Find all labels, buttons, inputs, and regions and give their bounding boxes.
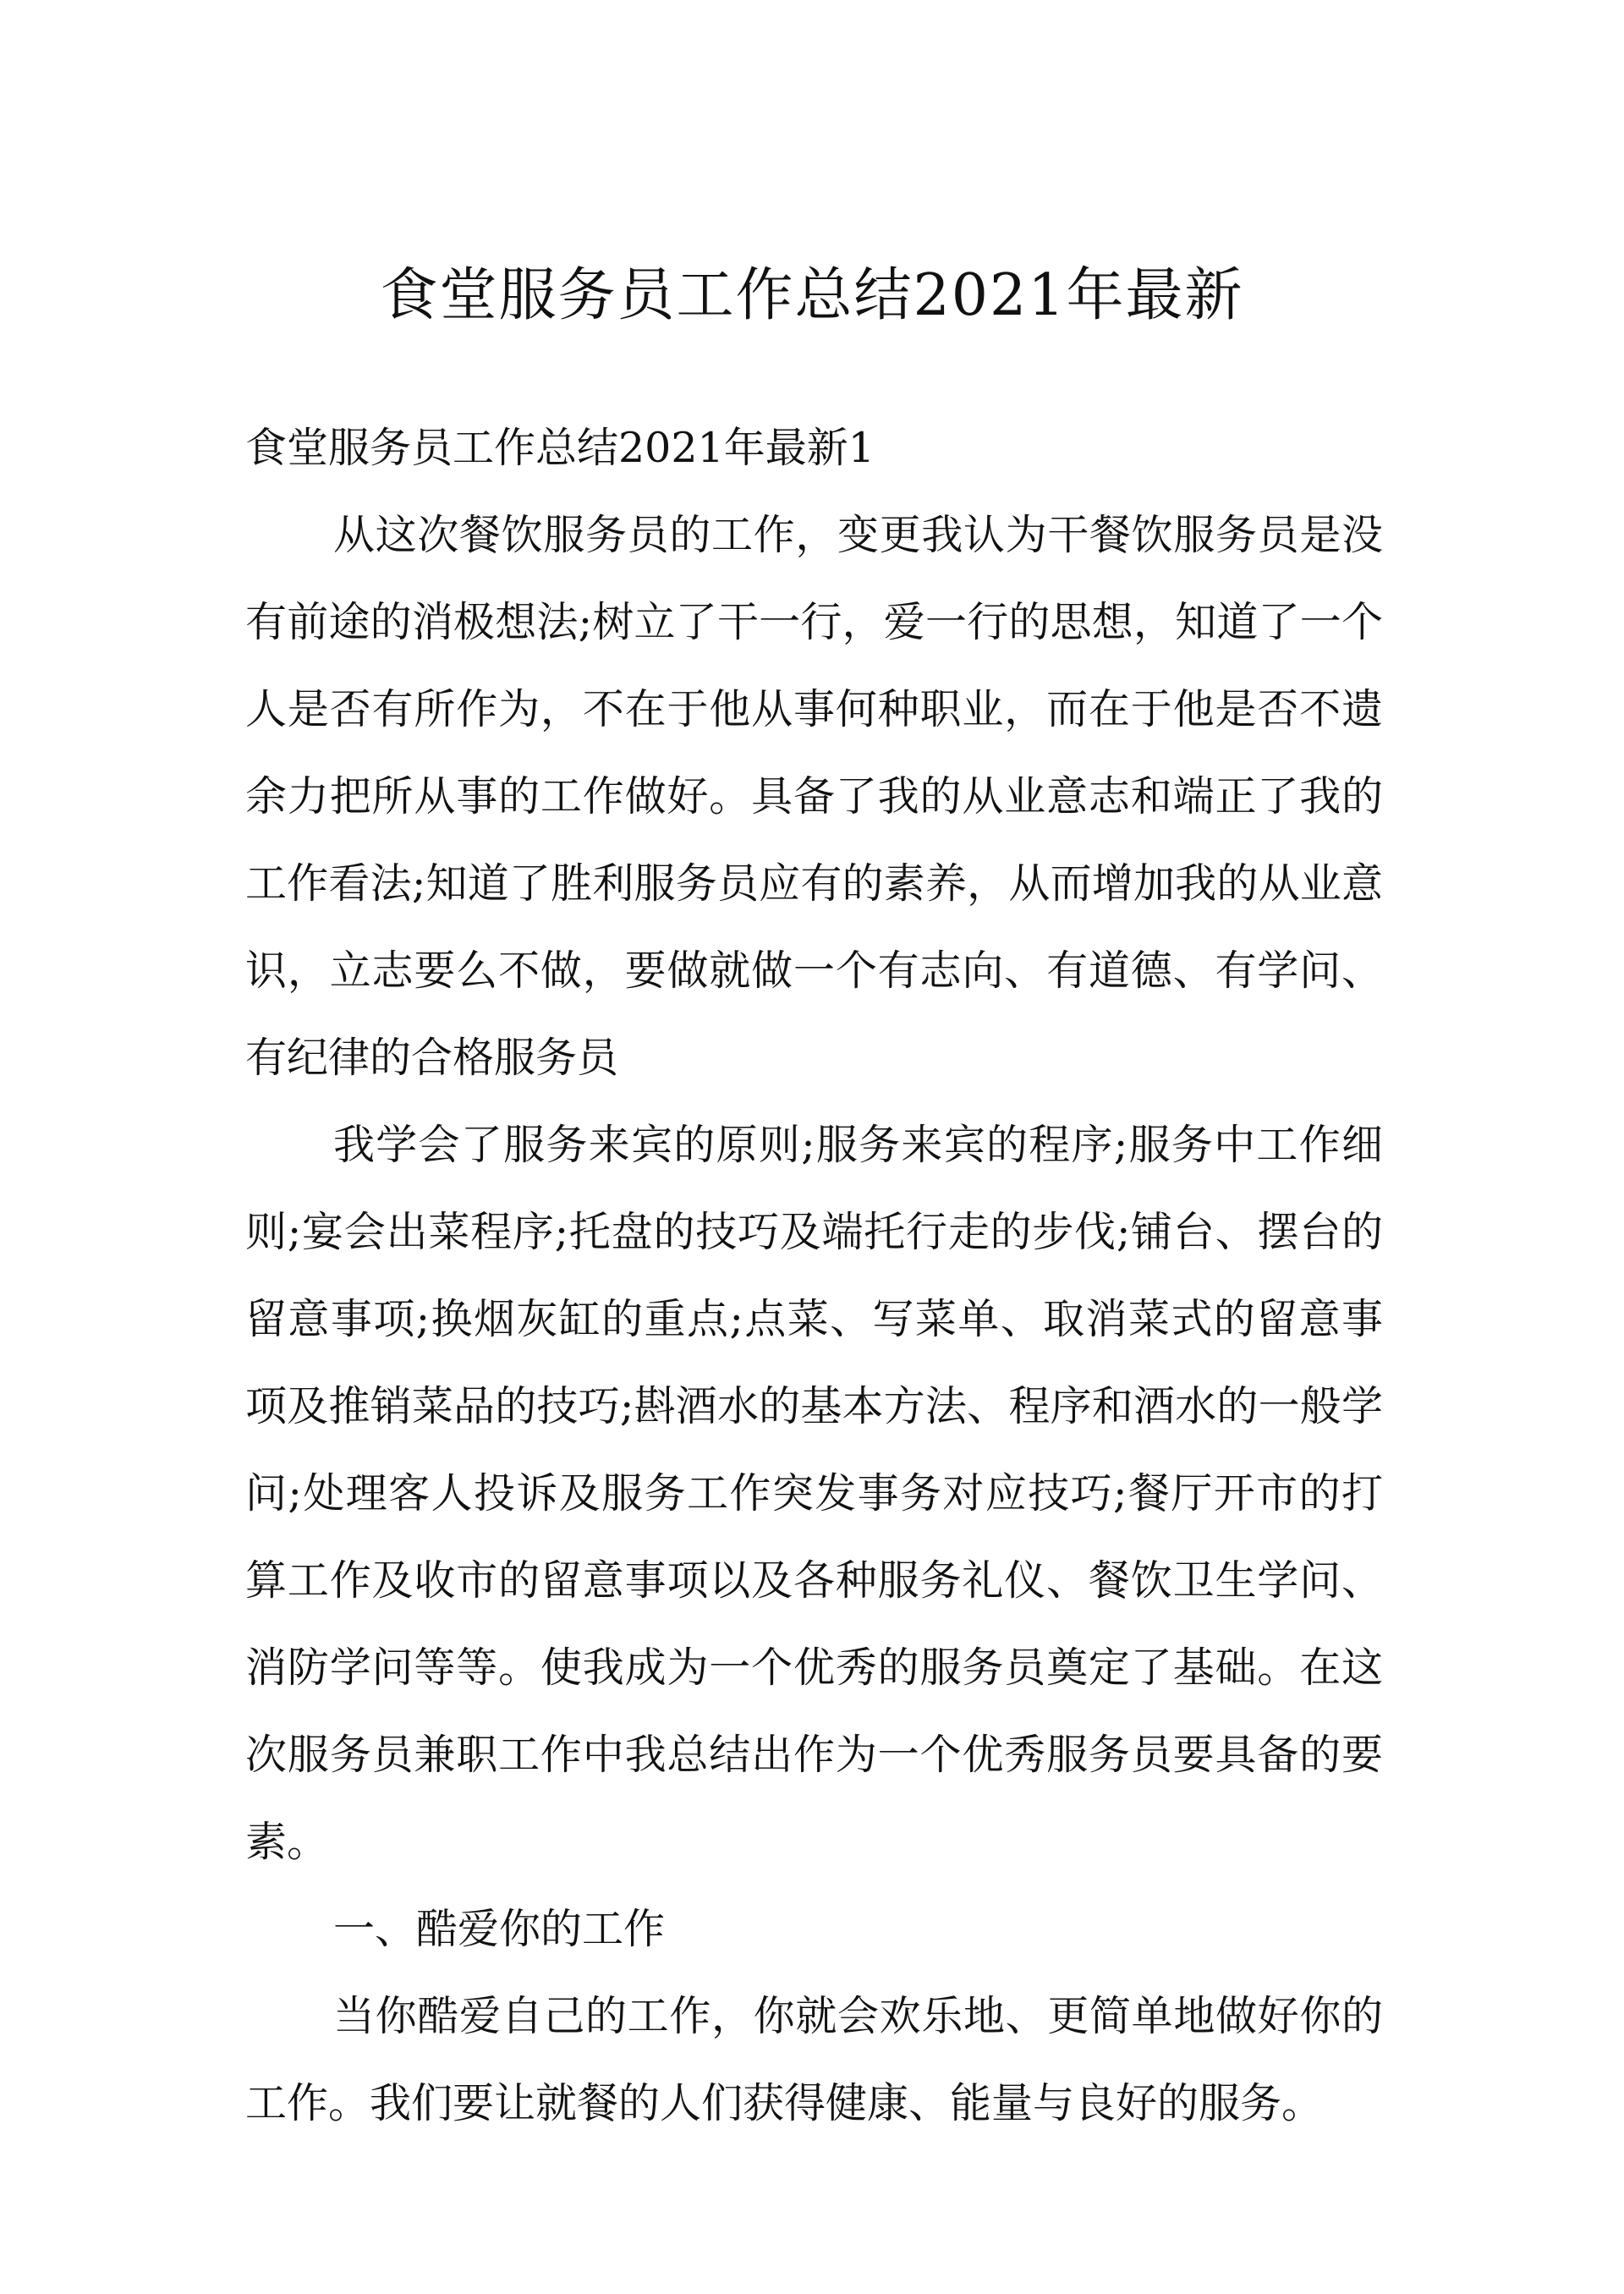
- section-heading: 食堂服务员工作总结2021年最新1: [245, 424, 875, 472]
- paragraph-3-heading: 一、酷爱你的工作: [333, 1905, 666, 1953]
- document-title: 食堂服务员工作总结2021年最新: [380, 262, 1244, 329]
- document-body: [245, 404, 1383, 2147]
- paragraph-1: 从这次餐饮服务员的工作，变更我认为干餐饮服务员是没有前途的消极想法;树立了干一行，爱一行的思想，知道了一个人是否有所作为，不在于他从事何种职业，而在于他是否不遗余力把所从事的工作做好。具备了我的从业意志和端正了我的工作看法;知道了胜利服务员应有的素养，从而增加我的从业意识，立志要么不做，要做就做一个有志向、有道德、有学问、有纪律的合格服务员: [245, 511, 1383, 1082]
- paragraph-4: 当你酷爱自己的工作，你就会欢乐地、更简单地做好你的工作。我们要让就餐的人们获得健康、能量与良好的服务。: [245, 1992, 1383, 2127]
- paragraph-2: 我学会了服务来宾的原则;服务来宾的程序;服务中工作细则;宴会出菜程序;托盘的技巧及端托行走的步伐;铺台、摆台的留意事项;换烟灰缸的重点;点菜、写菜单、取消菜式的留意事项及推销菜品的技巧;斟酒水的基本方法、程序和酒水的一般学问;处理客人投诉及服务工作突发事务对应技巧;餐厅开市的打算工作及收市的留意事项以及各种服务礼仪、餐饮卫生学问、消防学问等等。使我成为一个优秀的服务员奠定了基础。在这次服务员兼职工作中我总结出作为一个优秀服务员要具备的要素。: [245, 1121, 1383, 1866]
